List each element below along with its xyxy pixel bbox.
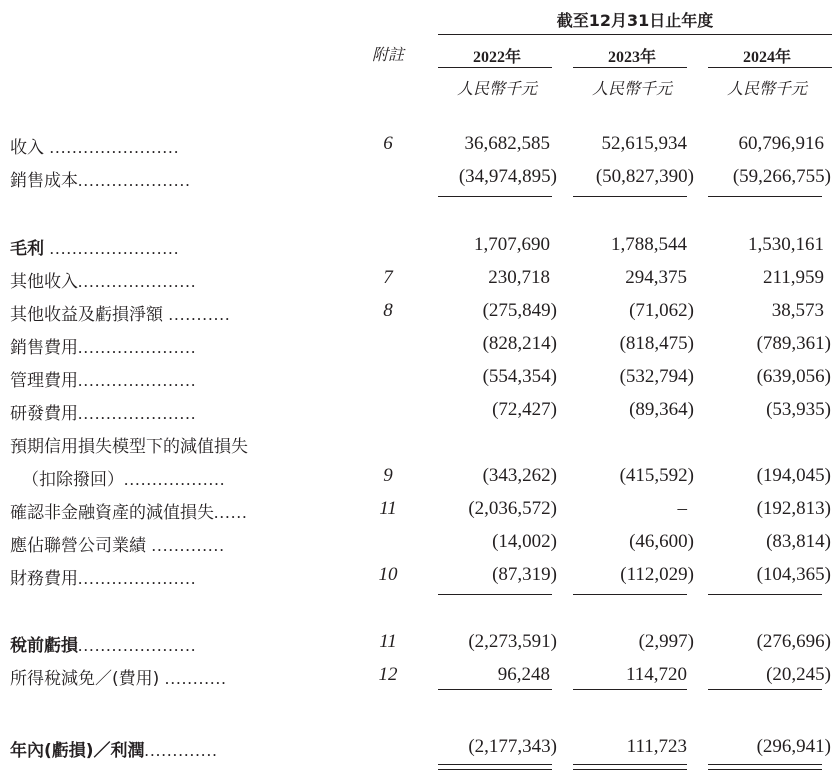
value-2024: (296,941) xyxy=(756,736,831,757)
row-label: 其他收益及虧損淨額 xyxy=(10,305,163,325)
value-2023: (46,600) xyxy=(629,531,694,552)
row-finance-costs: 財務費用..................... 10 (87,319) (112,029) (104,365) xyxy=(10,564,831,589)
year-header-2024: 2024年 xyxy=(742,49,791,66)
note-column-header: 附註 xyxy=(371,47,404,64)
unit-label-2023: 人民幣千元 xyxy=(591,81,672,98)
row-revenue: 收入 ....................... 6 36,682,585 52,615,934 60,796,916 xyxy=(10,133,824,158)
unit-label-2022: 人民幣千元 xyxy=(456,81,537,98)
value-2023: (50,827,390) xyxy=(595,166,694,187)
value-2024: (639,056) xyxy=(756,366,831,387)
subtotal-underline xyxy=(438,594,552,595)
row-loss-before-tax: 稅前虧損..................... 11 (2,273,591) (2,997) (276,696) xyxy=(10,631,831,656)
value-2022: (343,262) xyxy=(482,465,557,486)
value-2022: (275,849) xyxy=(482,300,557,321)
subtotal-underline xyxy=(708,689,822,690)
value-2024: (53,935) xyxy=(766,399,831,420)
row-ecl-impairment-net: （扣除撥回）.................. 9 (343,262) (415,592) (194,045) xyxy=(22,465,831,490)
unit-label-2024: 人民幣千元 xyxy=(726,81,807,98)
subtotal-underline xyxy=(573,196,687,197)
value-2024: 38,573 xyxy=(771,300,824,321)
row-label: 應佔聯營公司業績 xyxy=(10,536,146,556)
value-2022: 1,707,690 xyxy=(474,234,550,255)
value-2024: 60,796,916 xyxy=(738,133,824,154)
value-2024: (789,361) xyxy=(756,333,831,354)
row-note: 11 xyxy=(379,631,397,652)
value-2024: (20,245) xyxy=(766,664,831,685)
row-note: 10 xyxy=(378,564,398,585)
subtotal-underline xyxy=(573,689,687,690)
value-2022: (14,002) xyxy=(492,531,557,552)
subtotal-underline xyxy=(438,196,552,197)
row-label: （扣除撥回） xyxy=(22,470,124,490)
row-label: 毛利 xyxy=(10,239,44,259)
row-label: 管理費用 xyxy=(10,371,78,391)
value-2022: (2,273,591) xyxy=(468,631,557,652)
total-double-underline xyxy=(708,764,822,770)
subtotal-underline xyxy=(573,594,687,595)
row-label: 預期信用損失模型下的減值損失 xyxy=(10,437,248,457)
value-2023: 111,723 xyxy=(626,736,687,757)
row-note: 11 xyxy=(379,498,397,519)
row-selling-expenses: 銷售費用..................... (828,214) (818,475) (789,361) xyxy=(10,333,831,358)
row-other-income: 其他收入..................... 7 230,718 294,375 211,959 xyxy=(10,267,824,292)
row-admin-expenses: 管理費用..................... (554,354) (532,794) (639,056) xyxy=(10,366,831,391)
total-double-underline xyxy=(438,764,552,770)
value-2024: 1,530,161 xyxy=(748,234,824,255)
value-2023: (89,364) xyxy=(629,399,694,420)
value-2024: 211,959 xyxy=(762,267,824,288)
row-note: 9 xyxy=(383,465,393,486)
value-2023: (2,997) xyxy=(638,631,694,652)
row-ecl-impairment-heading xyxy=(0,432,836,462)
row-non-financial-impairment: 確認非金融資產的減值損失...... 11 (2,036,572) – (192,813) xyxy=(10,498,831,523)
row-note: 6 xyxy=(383,133,393,154)
year-header-2023: 2023年 xyxy=(607,49,656,66)
row-other-gains-losses: 其他收益及虧損淨額 ........... 8 (275,849) (71,062) 38,573 xyxy=(10,300,824,325)
value-2022: (72,427) xyxy=(492,399,557,420)
value-2023: (818,475) xyxy=(619,333,694,354)
value-2022: 36,682,585 xyxy=(464,133,550,154)
value-2023: (71,062) xyxy=(629,300,694,321)
value-2024: (59,266,755) xyxy=(732,166,831,187)
value-2023: 52,615,934 xyxy=(601,133,687,154)
row-label: 年內(虧損)／利潤 xyxy=(10,741,145,761)
row-cost-of-sales: 銷售成本.................... (34,974,895) (50,827,390) (59,266,755) xyxy=(10,166,831,191)
total-double-underline xyxy=(573,764,687,770)
value-2024: (104,365) xyxy=(756,564,831,585)
value-2022: (2,177,343) xyxy=(468,736,557,757)
value-2023: 114,720 xyxy=(625,664,687,685)
value-2023: (112,029) xyxy=(620,564,694,585)
subtotal-underline xyxy=(708,196,822,197)
year-header-2022: 2022年 xyxy=(472,49,521,66)
row-label: 銷售成本 xyxy=(10,171,78,191)
row-gross-profit: 毛利 ....................... 1,707,690 1,788,544 1,530,161 xyxy=(10,234,824,259)
value-2022: (87,319) xyxy=(492,564,557,585)
subtotal-underline xyxy=(438,689,552,690)
row-loss-profit-for-year: 年內(虧損)／利潤............. (2,177,343) 111,723 (296,941) xyxy=(10,736,831,761)
period-header: 截至12月31日止年度 xyxy=(556,11,714,30)
row-note: 12 xyxy=(378,664,398,685)
period-underline xyxy=(438,34,832,35)
value-2022: 96,248 xyxy=(497,664,550,685)
subtotal-underline xyxy=(708,594,822,595)
row-label: 銷售費用 xyxy=(10,338,78,358)
row-share-of-associates: 應佔聯營公司業績 ............. (14,002) (46,600) (83,814) xyxy=(10,531,831,556)
value-2022: (34,974,895) xyxy=(458,166,557,187)
value-2022: (2,036,572) xyxy=(468,498,557,519)
row-label: 財務費用 xyxy=(10,569,78,589)
value-2022: 230,718 xyxy=(488,267,550,288)
row-label: 確認非金融資產的減值損失 xyxy=(10,503,214,523)
row-label: 研發費用 xyxy=(10,404,78,424)
row-label: 所得稅減免／(費用) xyxy=(10,669,160,689)
value-2024: (276,696) xyxy=(756,631,831,652)
row-income-tax: 所得稅減免／(費用) ........... 12 96,248 114,720 (20,245) xyxy=(10,664,831,689)
value-2023: 294,375 xyxy=(625,267,687,288)
value-2023: (415,592) xyxy=(619,465,694,486)
year-underline-2024 xyxy=(708,67,832,68)
row-label: 稅前虧損 xyxy=(10,636,78,656)
year-underline-2022 xyxy=(438,67,552,68)
row-note: 8 xyxy=(383,300,393,321)
value-2023: 1,788,544 xyxy=(611,234,687,255)
row-note: 7 xyxy=(383,267,393,288)
value-2022: (828,214) xyxy=(482,333,557,354)
year-underline-2023 xyxy=(573,67,687,68)
value-2024: (83,814) xyxy=(766,531,831,552)
value-2022: (554,354) xyxy=(482,366,557,387)
value-2024: (192,813) xyxy=(756,498,831,519)
row-rd-expenses: 研發費用..................... (72,427) (89,364) (53,935) xyxy=(10,399,831,424)
row-label: 其他收入 xyxy=(10,272,78,292)
value-2024: (194,045) xyxy=(756,465,831,486)
value-2023: – xyxy=(677,498,687,519)
value-2023: (532,794) xyxy=(619,366,694,387)
row-label: 收入 xyxy=(10,138,44,158)
